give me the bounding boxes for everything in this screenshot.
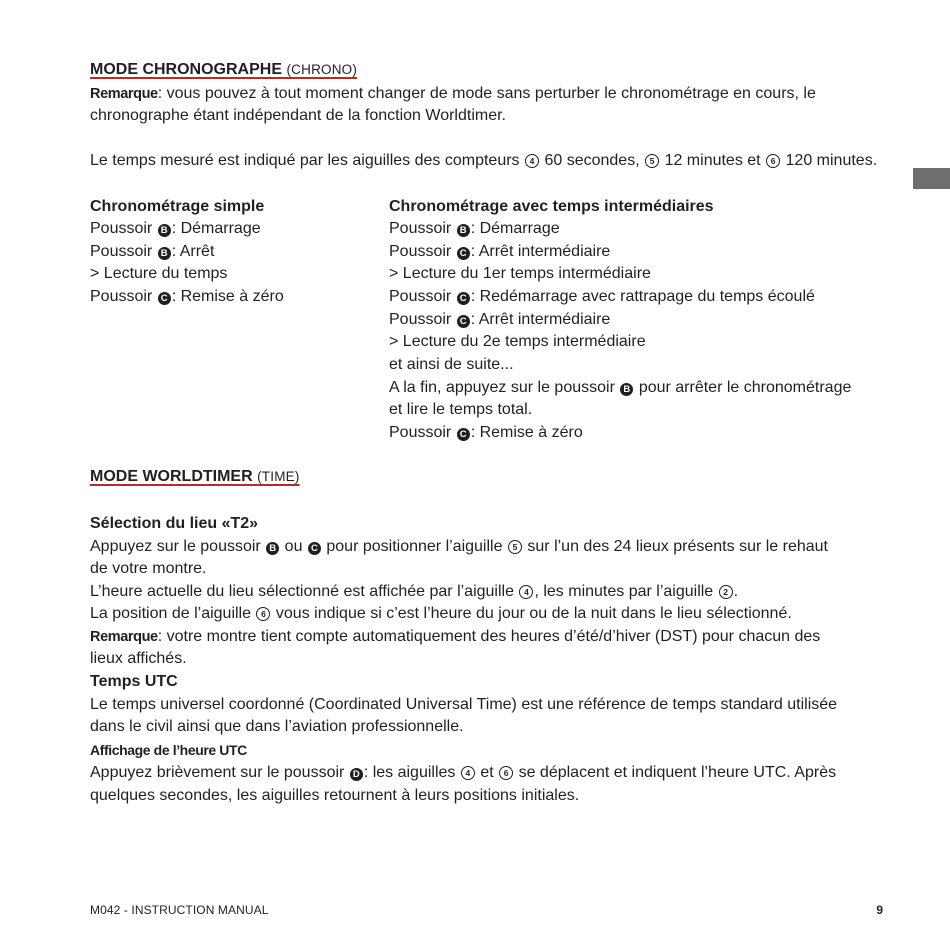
body-text: et xyxy=(480,764,494,781)
step-text: : Redémarrage avec rattrapage du temps écoulé xyxy=(470,288,815,305)
body-text: pour positionner l’aiguille xyxy=(326,538,503,555)
utc-line1: Le temps universel coordonné (Coordinated Universal Time) est une référence de temps standard utilisée xyxy=(90,696,838,713)
split-step-restart xyxy=(389,286,815,309)
body-text: Appuyez sur le poussoir xyxy=(90,538,261,555)
measure-text: 12 minutes et xyxy=(664,152,761,169)
remark-text: : vous pouvez à tout moment changer de mode sans perturber le chronométrage en cours, le xyxy=(157,85,816,102)
chrono-heading-title: MODE CHRONOGRAPHE xyxy=(90,61,283,78)
measure-text: 120 minutes. xyxy=(785,152,878,169)
body-text: vous indique si c’est l’heure du jour ou de la nuit dans le lieu sélectionné. xyxy=(275,605,792,622)
body-text: se déplacent et indiquent l’heure UTC. Après xyxy=(518,764,837,781)
step-text: : Arrêt intermédiaire xyxy=(470,311,611,328)
remark-text: : votre montre tient compte automatiquement des heures d’été/d’hiver (DST) pour chacun des xyxy=(157,628,821,645)
pusher-c-icon: C xyxy=(158,292,171,305)
split-step-end xyxy=(389,377,851,400)
hand-4-icon: 4 xyxy=(519,585,533,599)
measure-text: Le temps mesuré est indiqué par les aiguilles des compteurs xyxy=(90,152,520,169)
step-text: : Remise à zéro xyxy=(470,424,583,441)
split-step-read1: > Lecture du 1er temps intermédiaire xyxy=(389,265,651,282)
utc-display-p-line1 xyxy=(90,762,836,785)
split-step-read2: > Lecture du 2e temps intermédiaire xyxy=(389,333,646,350)
split-step-etc: et ainsi de suite... xyxy=(389,356,514,373)
counter-5-icon: 5 xyxy=(645,154,659,168)
chrono-remark-line2: chronographe étant indépendant de la fonction Worldtimer. xyxy=(90,107,506,124)
split-step-stop xyxy=(389,241,610,264)
selection-p1-line2: de votre montre. xyxy=(90,560,207,577)
pusher-c-icon: C xyxy=(457,428,470,441)
selection-title: Sélection du lieu «T2» xyxy=(90,515,259,532)
footer-manual-title: M042 - INSTRUCTION MANUAL xyxy=(90,903,269,917)
world-heading-sub: (TIME) xyxy=(257,469,300,484)
pusher-label: Poussoir xyxy=(90,243,153,260)
hand-4-icon: 4 xyxy=(461,766,475,780)
chrono-measure-line xyxy=(90,150,877,173)
split-step-reset xyxy=(389,422,583,445)
pusher-label: Poussoir xyxy=(389,288,452,305)
body-text: sur l’un des 24 lieux présents sur le rehaut xyxy=(527,538,828,555)
body-text: La position de l’aiguille xyxy=(90,605,251,622)
body-text: L’heure actuelle du lieu sélectionné est affichée par l’aiguille xyxy=(90,583,514,600)
split-step-stop2 xyxy=(389,309,610,332)
measure-text: 60 secondes, xyxy=(544,152,640,169)
split-step-end-l2: et lire le temps total. xyxy=(389,401,533,418)
step-text: : Arrêt xyxy=(171,243,215,260)
body-text: Appuyez brièvement sur le poussoir xyxy=(90,764,345,781)
pusher-b-icon: B xyxy=(457,224,470,237)
step-text: pour arrêter le chronométrage xyxy=(638,379,852,396)
utc-display-title: Affichage de l’heure UTC xyxy=(90,742,247,758)
pusher-b-icon: B xyxy=(158,247,171,260)
counter-4-icon: 4 xyxy=(525,154,539,168)
simple-step-read: > Lecture du temps xyxy=(90,265,228,282)
utc-display-p-line2: quelques secondes, les aiguilles retournent à leurs positions initiales. xyxy=(90,787,580,804)
world-remark-line1 xyxy=(90,626,820,649)
step-text: : Remise à zéro xyxy=(171,288,284,305)
split-step-start xyxy=(389,218,560,241)
pusher-c-icon: C xyxy=(457,247,470,260)
counter-6-icon: 6 xyxy=(766,154,780,168)
step-text: : Démarrage xyxy=(171,220,261,237)
pusher-label: Poussoir xyxy=(389,243,452,260)
world-heading xyxy=(90,468,300,486)
manual-page xyxy=(90,0,883,950)
step-text: : Démarrage xyxy=(470,220,560,237)
body-text: . xyxy=(733,583,739,600)
simple-step-reset xyxy=(90,286,284,309)
hand-5-icon: 5 xyxy=(508,540,522,554)
body-text: , les minutes par l’aiguille xyxy=(534,583,714,600)
simple-step-stop xyxy=(90,241,214,264)
simple-title: Chronométrage simple xyxy=(90,198,265,215)
remark-label: Remarque xyxy=(90,629,158,645)
pusher-d-icon: D xyxy=(350,768,363,781)
pusher-b-icon: B xyxy=(620,383,633,396)
body-text: ou xyxy=(284,538,303,555)
selection-p1-line1 xyxy=(90,536,828,559)
chrono-remark-line1 xyxy=(90,83,816,106)
section-tab-marker xyxy=(913,168,950,189)
pusher-label: Poussoir xyxy=(90,288,153,305)
page-number: 9 xyxy=(876,903,883,917)
pusher-label: Poussoir xyxy=(90,220,153,237)
step-text: A la fin, appuyez sur le poussoir xyxy=(389,379,615,396)
selection-p2 xyxy=(90,581,738,604)
hand-2-icon: 2 xyxy=(719,585,733,599)
step-text: : Arrêt intermédiaire xyxy=(470,243,611,260)
pusher-c-icon: C xyxy=(457,315,470,328)
hand-6-icon: 6 xyxy=(256,607,270,621)
pusher-label: Poussoir xyxy=(389,311,452,328)
pusher-label: Poussoir xyxy=(389,424,452,441)
pusher-b-icon: B xyxy=(266,542,279,555)
chrono-heading-sub: (CHRONO) xyxy=(286,62,358,77)
world-remark-line2: lieux affichés. xyxy=(90,650,187,667)
pusher-label: Poussoir xyxy=(389,220,452,237)
pusher-b-icon: B xyxy=(158,224,171,237)
pusher-c-icon: C xyxy=(308,542,321,555)
body-text: : les aiguilles xyxy=(363,764,456,781)
world-heading-title: MODE WORLDTIMER xyxy=(90,468,253,485)
selection-p3 xyxy=(90,603,792,626)
chrono-heading xyxy=(90,61,357,79)
split-title: Chronométrage avec temps intermédiaires xyxy=(389,198,714,215)
remark-label: Remarque xyxy=(90,86,158,102)
hand-6-icon: 6 xyxy=(499,766,513,780)
utc-title: Temps UTC xyxy=(90,673,178,690)
utc-line2: dans le civil ainsi que dans l’aviation professionnelle. xyxy=(90,718,464,735)
simple-step-start xyxy=(90,218,261,241)
pusher-c-icon: C xyxy=(457,292,470,305)
